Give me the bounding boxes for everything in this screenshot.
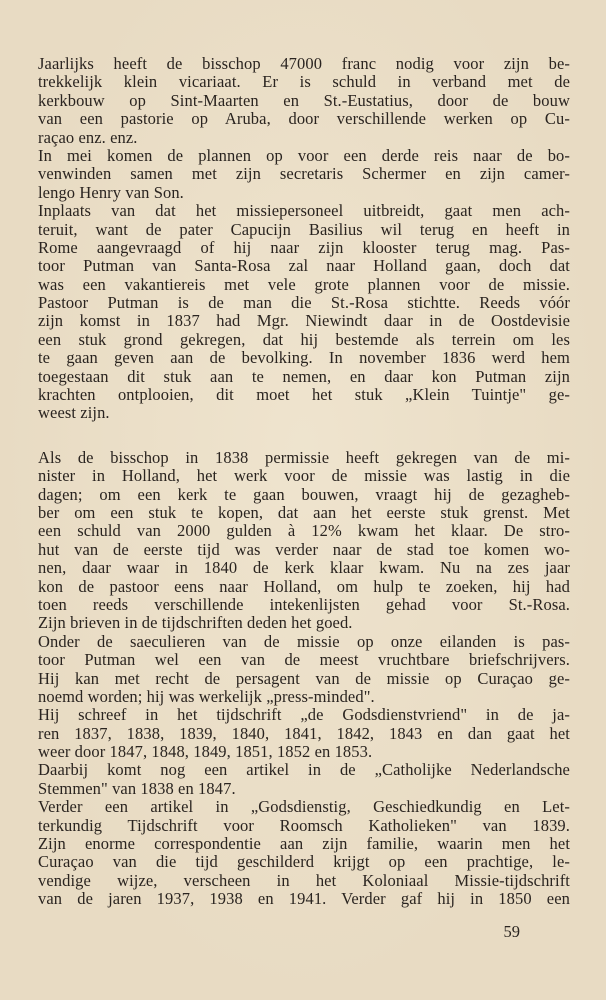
text-line: raçao enz. enz. — [38, 127, 138, 147]
text-line: kerkbouw op Sint-Maarten en St.-Eustatius, door de bouw — [38, 90, 570, 110]
text-line: Inplaats van dat het missiepersoneel uitbreidt, gaat men ach- — [38, 201, 570, 221]
text-line: Pastoor Putman is de man die St.-Rosa stichtte. Reeds vóór — [38, 293, 570, 313]
text-line: teruit, want de pater Capucijn Basilius wil terug en heeft in — [38, 219, 570, 239]
text-line: nen, daar waar in 1840 de kerk klaar kwam. Nu na zes jaar — [38, 558, 570, 578]
body-text — [38, 55, 570, 909]
text-line: ber om een stuk te kopen, dat aan het eerste stuk grenst. Met — [38, 502, 570, 522]
text-line: In mei komen de plannen op voor een derde reis naar de bo- — [38, 145, 570, 165]
text-line: was een vakantiereis met vele grote plannen voor de missie. — [38, 274, 570, 294]
text-line: noemd worden; hij was werkelijk „press-minded". — [38, 686, 375, 706]
text-line: Curaçao van die tijd geschilderd krijgt op een prachtige, le- — [38, 852, 570, 872]
text-line: weest zijn. — [38, 403, 110, 423]
text-line: Zijn brieven in de tijdschriften deden het goed. — [38, 613, 353, 633]
text-line: krachten ontplooien, dit moet het stuk „Klein Tuintje" ge- — [38, 385, 570, 405]
text-line: een stuk grond gekregen, dat hij bestemde als terrein om les — [38, 329, 570, 349]
text-line: nister in Holland, het werk voor de missie was lastig in die — [38, 466, 570, 486]
paragraph-spacer — [38, 423, 570, 449]
text-line: Rome aangevraagd of hij naar zijn klooster terug mag. Pas- — [38, 237, 570, 257]
text-line: hut van de eerste tijd was verder naar de stad toe komen wo- — [38, 539, 570, 559]
text-line: Hij kan met recht de persagent van de missie op Curaçao ge- — [38, 668, 570, 688]
text-line: Onder de saeculieren van de missie op onze eilanden is pas- — [38, 631, 570, 651]
paragraph-2 — [38, 449, 570, 909]
text-line: toor Putman wel een van de meest vruchtbare briefschrijvers. — [38, 650, 570, 670]
text-line: venwinden samen met zijn secretaris Schermer en zijn camer- — [38, 164, 570, 184]
text-line: weer door 1847, 1848, 1849, 1851, 1852 en 1853. — [38, 742, 373, 762]
page-number: 59 — [503, 922, 520, 941]
text-line: Daarbij komt nog een artikel in de „Catholijke Nederlandsche — [38, 760, 570, 780]
text-line: dagen; om een kerk te gaan bouwen, vraagt hij de gezagheb- — [38, 484, 570, 504]
text-line: toen reeds verschillende intekenlijsten gehad voor St.-Rosa. — [38, 594, 570, 614]
text-line: toegestaan dit stuk aan te nemen, en daar kon Putman zijn — [38, 366, 570, 386]
text-line: Hij schreef in het tijdschrift „de Godsdienstvriend" in de ja- — [38, 705, 570, 725]
text-line: Als de bisschop in 1838 permissie heeft gekregen van de mi- — [38, 447, 570, 467]
text-line: Verder een artikel in „Godsdienstig, Geschiedkundig en Let- — [38, 797, 570, 817]
text-line: kon de pastoor eens naar Holland, om hulp te zoeken, hij had — [38, 576, 570, 596]
text-line: te gaan geven aan de bevolking. In november 1836 werd hem — [38, 348, 570, 368]
paragraph-1 — [38, 55, 570, 423]
text-line: toor Putman van Santa-Rosa zal naar Holland gaan, doch dat — [38, 256, 570, 276]
text-line: Jaarlijks heeft de bisschop 47000 franc nodig voor zijn be- — [38, 54, 570, 73]
text-line: terkundig Tijdschrift voor Roomsch Katholieken" van 1839. — [38, 815, 570, 835]
text-line: vendige wijze, verscheen in het Koloniaal Missie-tijdschrift — [38, 870, 570, 890]
text-line: Zijn enorme correspondentie aan zijn familie, waarin men het — [38, 834, 570, 854]
text-line: Stemmen" van 1838 en 1847. — [38, 778, 236, 798]
text-line: zijn komst in 1837 had Mgr. Niewindt daar in de Oostdevisie — [38, 311, 570, 331]
text-line: lengo Henry van Son. — [38, 182, 184, 202]
text-line: van de jaren 1937, 1938 en 1941. Verder gaf hij in 1850 een — [38, 889, 570, 909]
text-line: van een pastorie op Aruba, door verschillende werken op Cu- — [38, 109, 570, 129]
text-line: een schuld van 2000 gulden à 12% kwam het klaar. De stro- — [38, 521, 570, 541]
text-line: trekkelijk klein vicariaat. Er is schuld in verband met de — [38, 72, 570, 92]
text-line: ren 1837, 1838, 1839, 1840, 1841, 1842, 1843 en dan gaat het — [38, 723, 570, 743]
